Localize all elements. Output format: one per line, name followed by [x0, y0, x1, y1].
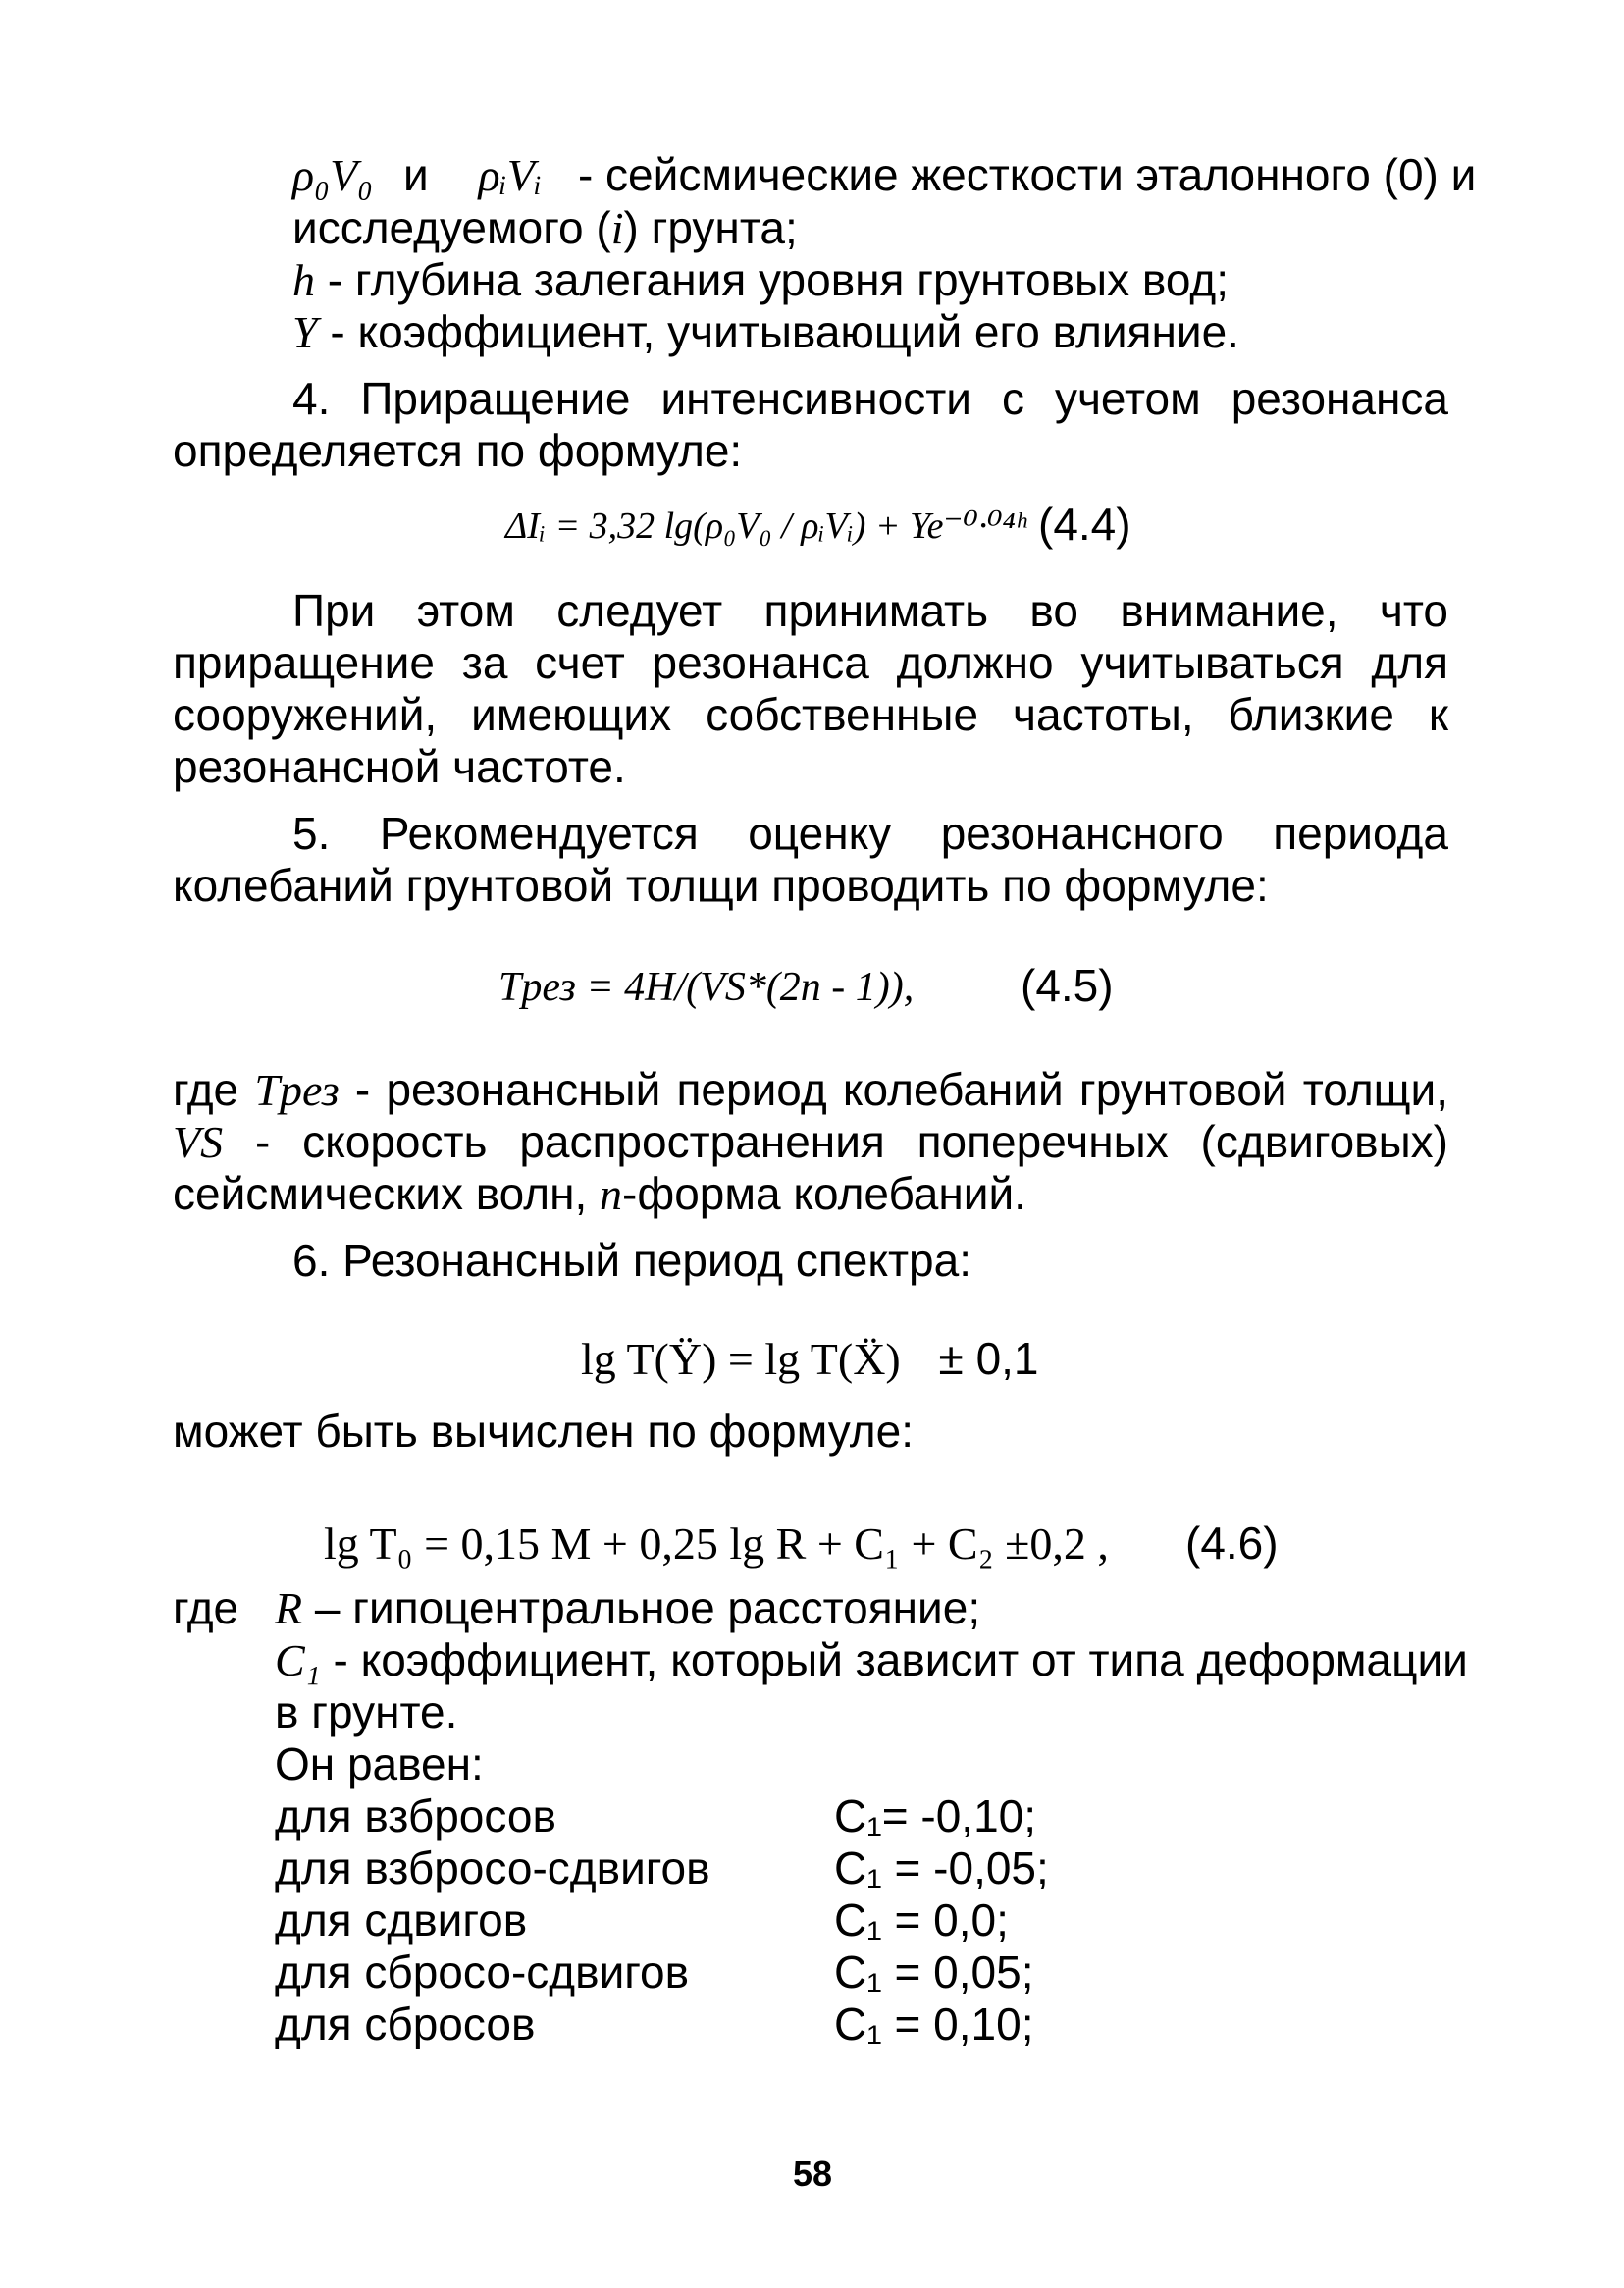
- where5-line1: где Tрез - резонансный период колебаний грунтовой толщи,: [173, 1064, 1448, 1115]
- note-line1: При этом следует принимать во внимание, что: [292, 585, 1448, 636]
- item4-heading-line2: определяется по формуле:: [173, 425, 743, 476]
- where5-line2: VS - скорость распространения поперечных (сдвиговых): [173, 1116, 1448, 1167]
- formula-number-4-6: (4.6): [1185, 1517, 1279, 1569]
- c1-row-label: для сбросо-сдвигов: [275, 1946, 690, 1997]
- item6-heading: 6. Резонансный период спектра:: [292, 1235, 971, 1286]
- symbol-trez: Tрез: [254, 1065, 340, 1115]
- conjunction: и: [402, 149, 429, 200]
- symbol-r: R: [275, 1583, 303, 1633]
- formula-4-6: lg T₀ = 0,15 M + 0,25 lg R + C₁ + C₂ ±0,2 ,: [324, 1518, 1109, 1569]
- symbol-y: Y: [292, 307, 318, 357]
- item5-heading-line2: колебаний грунтовой толщи проводить по формуле:: [173, 860, 1269, 911]
- symbol-rho0v0: ρ₀V₀: [292, 150, 374, 200]
- symbol-n: n: [600, 1169, 623, 1219]
- formula-number-4-4: (4.4): [1038, 499, 1131, 550]
- note-line4: резонансной частоте.: [173, 741, 626, 792]
- formula-number-4-5: (4.5): [1021, 960, 1114, 1011]
- c1-row-value: C₁ = -0,05;: [834, 1842, 1049, 1893]
- note-line2: приращение за счет резонанса должно учитываться для: [173, 637, 1448, 688]
- where5-line3: сейсмических волн, n-форма колебаний.: [173, 1168, 1026, 1219]
- where6-equals: Он равен:: [275, 1738, 484, 1789]
- item5-heading-line1: 5. Рекомендуется оценку резонансного периода: [292, 808, 1448, 859]
- symbol-rhoivi: ρᵢVᵢ: [478, 150, 543, 200]
- c1-row-label: для взбросо-сдвигов: [275, 1842, 710, 1893]
- item4-heading-line1: 4. Приращение интенсивности с учетом резонанса: [292, 373, 1448, 424]
- where6-c1-cont: в грунте.: [275, 1686, 458, 1737]
- where6-c1: C₁ - коэффициент, который зависит от типа деформации: [275, 1634, 1468, 1685]
- c1-row-value: C₁ = 0,10;: [834, 1998, 1034, 2049]
- symbol-c1: C₁: [275, 1635, 321, 1685]
- page-number: 58: [793, 2154, 833, 2194]
- c1-row-value: C₁ = 0,05;: [834, 1946, 1034, 1997]
- where6-label: где: [173, 1582, 239, 1633]
- c1-row-label: для сдвигов: [275, 1894, 528, 1945]
- formula-lg-t: lg T(Ÿ) = lg T(Ẍ) ± 0,1: [581, 1333, 1039, 1384]
- definition-stiffness-line: [292, 149, 1476, 201]
- definition-continuation: исследуемого (i) грунта;: [292, 202, 798, 253]
- c1-row-value: C₁ = 0,0;: [834, 1894, 1009, 1945]
- definition-y: Y - коэффициент, учитывающий его влияние.: [292, 306, 1239, 357]
- c1-row-label: для сбросов: [275, 1998, 536, 2049]
- symbol-vs: VS: [173, 1117, 224, 1167]
- c1-row-value: C₁= -0,10;: [834, 1790, 1037, 1841]
- symbol-h: h: [292, 255, 315, 305]
- definition-text: - сейсмические жесткости эталонного (0) и: [577, 149, 1477, 200]
- item6-line2: может быть вычислен по формуле:: [173, 1406, 914, 1457]
- where6-r: R – гипоцентральное расстояние;: [275, 1582, 981, 1633]
- note-line3: сооружений, имеющих собственные частоты, близкие к: [173, 689, 1448, 740]
- c1-row-label: для взбросов: [275, 1790, 556, 1841]
- definition-h: h - глубина залегания уровня грунтовых вод;: [292, 254, 1230, 305]
- formula-4-5: Tрез = 4H/(VS*(2n - 1)),: [498, 965, 915, 1010]
- formula-4-4: ΔIᵢ = 3,32 lg(ρ₀V₀ / ρᵢVᵢ) + Ye⁻⁰·⁰⁴ʰ: [505, 505, 1026, 547]
